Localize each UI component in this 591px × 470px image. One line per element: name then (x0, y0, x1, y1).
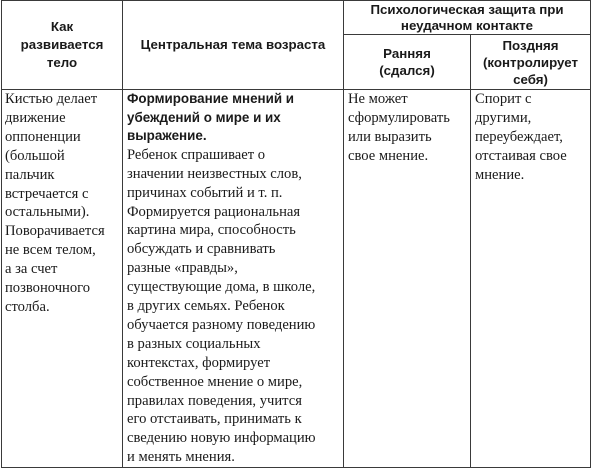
header-body-line: развивается (20, 37, 104, 52)
header-body-development (2, 1, 123, 90)
cell-line: остальными). (5, 204, 90, 221)
cell-line: другими, (475, 109, 532, 126)
cell-line: в других семьях. Ребенок (127, 298, 285, 315)
cell-line: существующие дома, в школе, (127, 279, 316, 296)
header-late (471, 35, 591, 90)
cell-line: мнение. (475, 166, 525, 183)
header-early-line: (сдался) (379, 63, 435, 78)
cell-line: а за счет (5, 261, 58, 278)
cell-line: свое мнение. (348, 147, 429, 164)
cell-line: переубеждает, (475, 128, 563, 145)
cell-line: движение (5, 109, 66, 126)
header-row (2, 1, 591, 35)
cell-line: (большой (5, 147, 65, 164)
cell-line: Формируется рациональная (127, 203, 301, 220)
header-psych-defense-line: неудачном контакте (400, 17, 534, 33)
cell-line: разные «правды», (127, 260, 238, 277)
header-body-line: Как (50, 19, 74, 34)
cell-line: Не может (348, 91, 408, 107)
header-early (344, 35, 471, 90)
cell-line: сформулировать (348, 109, 450, 126)
header-psych-defense-line: Психологическая защита при (370, 1, 564, 17)
cell-line: его отстаивать, принимать к (127, 411, 302, 428)
cell-line: значении неизвестных слов, (127, 165, 302, 182)
cell-line: не всем телом, (5, 242, 96, 259)
header-late-line: (контролирует (483, 54, 579, 70)
header-central-theme-label: Центральная тема возраста (140, 37, 326, 52)
header-central-theme (123, 1, 344, 90)
cell-line: картина мира, способность (127, 222, 296, 239)
cell-theme-lead-line: убеждений о мире и их (127, 109, 281, 125)
cell-line: причинах событий и т. п. (127, 184, 283, 201)
cell-line: обучается разному поведению (127, 316, 316, 333)
cell-late-defense (471, 90, 591, 468)
cell-theme-lead-line: выражение. (127, 128, 207, 144)
cell-body-development (2, 90, 123, 468)
header-late-line: Поздняя (502, 37, 559, 53)
header-psych-defense (344, 1, 591, 35)
cell-line: Поворачивается (5, 223, 105, 240)
cell-line: Кистью делает (5, 91, 98, 107)
cell-theme-lead-line: Формирование мнений и (127, 91, 295, 106)
development-table (1, 0, 591, 468)
cell-line: обсуждать и сравнивать (127, 241, 276, 258)
cell-line: или выразить (348, 128, 432, 145)
cell-line: контекстах, формирует (127, 354, 271, 371)
cell-central-theme (123, 90, 344, 468)
cell-line: сведению новую информацию (127, 430, 316, 447)
cell-line: отстаивая свое (475, 147, 567, 164)
cell-line: правилах поведения, учится (127, 392, 302, 409)
table-row (2, 90, 591, 468)
header-body-line: тело (46, 55, 78, 70)
header-early-line: Ранняя (383, 46, 431, 61)
cell-line: собственное мнение о мире, (127, 373, 303, 390)
cell-line: столба. (5, 298, 50, 315)
cell-line: в разных социальных (127, 335, 261, 352)
cell-line: Спорит с (475, 91, 532, 107)
cell-line: пальчик (5, 166, 55, 183)
cell-line: оппоненции (5, 128, 81, 145)
cell-line: позвоночного (5, 280, 91, 297)
cell-line: Ребенок спрашивает о (127, 146, 266, 163)
cell-line: встречается с (5, 185, 89, 202)
cell-early-defense (344, 90, 471, 468)
cell-line: и менять мнения. (127, 449, 235, 466)
header-late-line: себя) (513, 71, 548, 87)
